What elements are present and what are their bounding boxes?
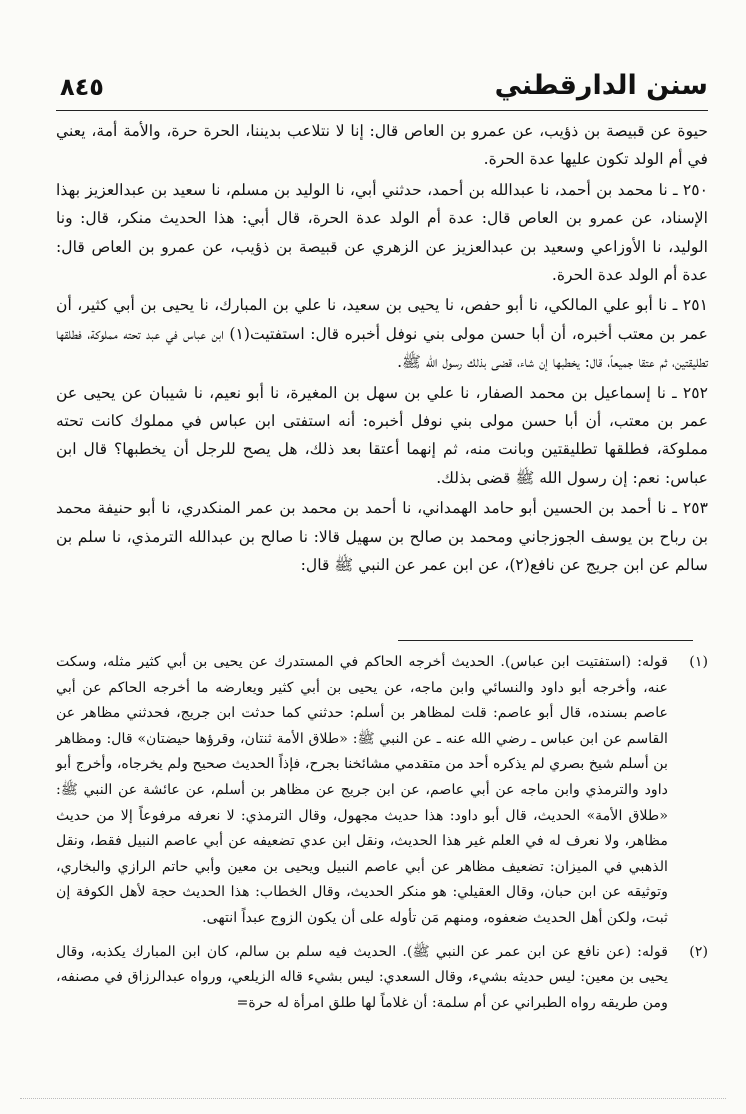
page-number: ٨٤٥	[60, 73, 104, 101]
footnote-2	[56, 940, 708, 1017]
footnote-number: (٢)	[689, 943, 708, 960]
footnote-divider	[398, 640, 693, 641]
footnote-1	[56, 650, 708, 932]
paragraph-continuation: حيوة عن قبيصة بن ذؤيب، عن عمرو بن العاص قال: إنا لا نتلاعب بديننا، الحرة حرة، والأمة أمة، يعني في أم الولد تكون عليها عدة الحرة.	[56, 122, 708, 169]
footnotes	[56, 650, 708, 1024]
book-title: سنن الدارقطني	[494, 70, 708, 101]
hadith-251: ٢٥١ ـ نا أبو علي المالكي، نا أبو حفص، نا يحيى بن سعيد، نا علي بن المبارك، نا يحيى بن أبي كثير، أن عمر بن معتب أخبره، أن أبا حسن مولى بني نوفل أخبره قال: استفتيت(١) ابن عباس في عبد تحته مملوكة، فطلقها تطليقتين، ثم عتقا جميعاً، قال: يخطبها إن شاء، قضى بذلك رسول الله ﷺ.	[56, 296, 708, 372]
main-text	[56, 117, 708, 580]
page-edge-dots	[20, 1098, 726, 1099]
footnote-number: (١)	[689, 654, 708, 670]
footnote-text: قوله: (عن نافع عن ابن عمر عن النبي ﷺ). الحديث فيه سلم بن سالم، كان ابن المبارك يكذبه، وقال يحيى بن معين: ليس حديثه بشيء، وقال السعدي: ليس بشيء قاله الزيلعي، ورواه عبدالرزاق في مصنفه، ومن طريقه رواه الطبراني عن أم سلمة: أن غلاماً لها طلق امرأة له حرة=	[56, 943, 668, 1011]
footnote-text: قوله: (استفتيت ابن عباس). الحديث أخرجه الحاكم في المستدرك عن يحيى بن أبي كثير مثله، وسكت عنه، وأخرجه أبو داود والنسائي وابن ماجه، عن يحيى بن أبي كثير ويعارضه ما أخرجه الحاكم عن أبي عاصم بسنده، قال أبو عاصم: قلت لمظاهر بن أسلم: حدثني كما حدثت ابن جريج، فحدثني مظاهر عن القاسم عن ابن عباس ـ رضي الله عنه ـ عن النبي ﷺ: «طلاق الأمة ثنتان، وقرؤها حيضتان» قال: ومظاهر بن أسلم شيخ بصري لم يذكره أحد من متقدمي مشائخنا بجرح، فإذاً الحديث صحيح ولم يخرجاه، وأخرج أبو داود والترمذي وابن ماجه عن أبي عاصم، عن ابن جريج عن مظاهر بن أسلم، عن عائشة عن النبي ﷺ: «طلاق الأمة» الحديث، قال أبو داود: هذا حديث مجهول، وقال الترمذي: لا نعرفه مرفوعاً إلا من حديث مظاهر، ولا نعرف له في العلم غير هذا الحديث، ونقل ابن عدي تضعيفه عن أبي عاصم النبيل فقط، ونقل الذهبي في الميزان: تضعيف مظاهر عن أبي عاصم النبيل ويحيى بن معين وأبي حاتم الرازي والبخاري، وتوثيقه عن ابن حبان، وقال العقيلي: هو منكر الحديث، وقال الخطاب: هذا الحديث حجة لأهل الكوفة إن ثبت، ولكن أهل الحديث ضعفوه، ومنهم مَن تأوله على أن يكون الزوج عبداً انتهى.	[56, 654, 668, 926]
hadith-252: ٢٥٢ ـ نا إسماعيل بن محمد الصفار، نا علي بن سهل بن المغيرة، نا أبو نعيم، نا شيبان عن يحيى عن عمر بن معتب، أن أبا حسن مولى بني نوفل أخبره: أنه استفتى ابن عباس في مملوك كانت تحته مملوكة، فطلقها تطليقتين وبانت منه، ثم إنهما أعتقا بعد ذلك، هل يصح للرجل أن يخطبها؟ قال ابن عباس: نعم: إن رسول الله ﷺ قضى بذلك.	[56, 383, 708, 487]
hadith-253: ٢٥٣ ـ نا أحمد بن الحسين أبو حامد الهمداني، نا أحمد بن محمد بن عمر المنكدري، نا أبو حنيفة محمد بن رباح بن يوسف الجوزجاني ومحمد بن صالح بن سهيل قالا: نا صالح بن عبدالله الترمذي، نا سلم بن سالم عن ابن جريج عن نافع(٢)، عن ابن عمر عن النبي ﷺ قال:	[56, 499, 708, 575]
page-header	[60, 66, 708, 106]
hadith-250: ٢٥٠ ـ نا محمد بن أحمد، نا عبدالله بن أحمد، حدثني أبي، نا الوليد بن مسلم، نا سعيد بن عبدالعزيز بهذا الإسناد، عن عمرو بن العاص قال: عدة أم الولد عدة الحرة، قال أبي: هذا الحديث منكر، قال: ونا الوليد، نا الأوزاعي وسعيد بن عبدالعزيز عن الزهري عن قبيصة بن ذؤيب، عن عمرو بن العاص قال: عدة أم الولد عدة الحرة.	[56, 180, 708, 285]
header-divider	[56, 110, 708, 111]
